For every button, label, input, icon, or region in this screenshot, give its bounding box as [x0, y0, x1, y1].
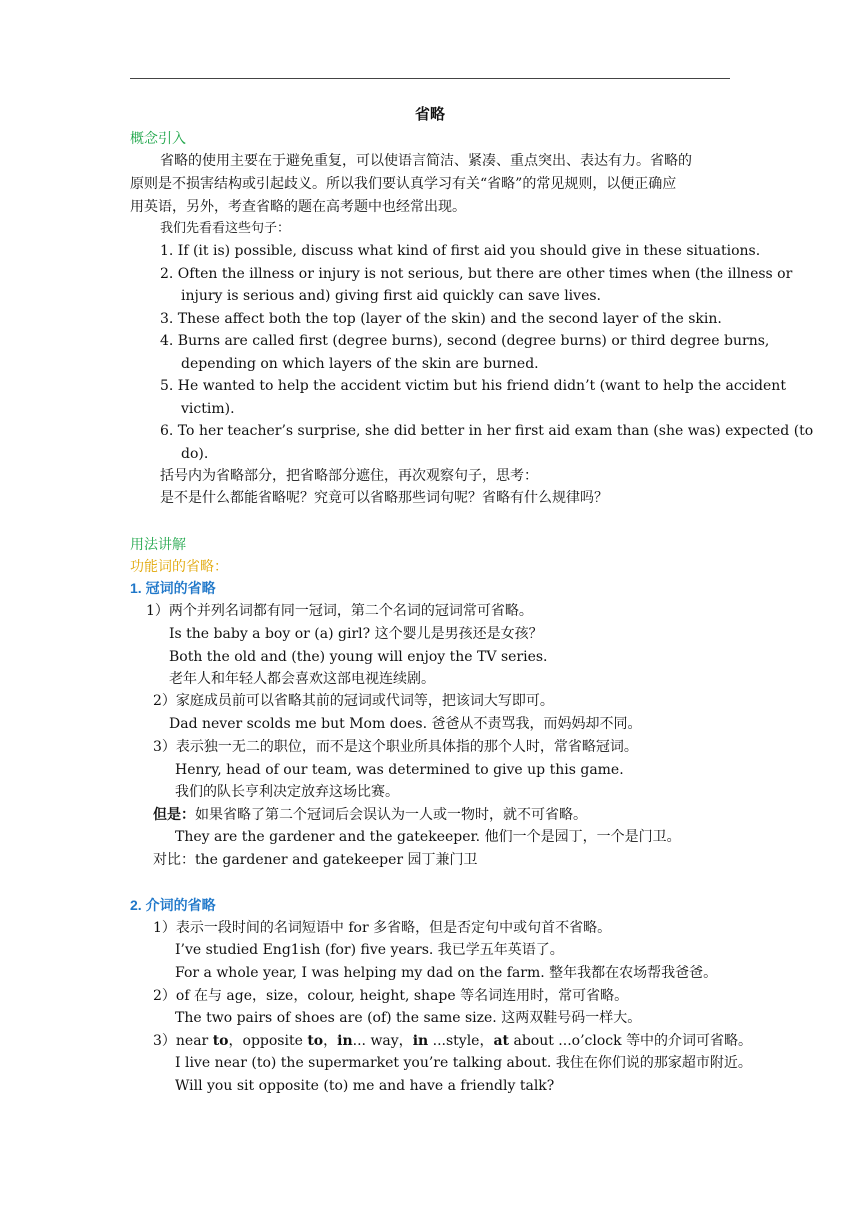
- rule-3-part: ，opposite: [228, 1033, 308, 1049]
- rule-3-part: 3）near: [153, 1033, 213, 1049]
- article-exception: [153, 805, 587, 825]
- example-line-6: depending on which layers of the skin are burned.: [181, 356, 539, 372]
- preposition-rule-1-example-1: I’ve studied Eng1ish (for) five years. 我已学五年英语了。: [175, 942, 564, 958]
- example-line-10: do).: [181, 446, 209, 462]
- rule-3-part: ... way，: [352, 1033, 413, 1049]
- article-contrast: 对比：the gardener and gatekeeper 园丁兼门卫: [153, 852, 478, 868]
- section-heading-usage: 用法讲解: [130, 536, 186, 552]
- reflect-line-2: 是不是什么都能省略呢？究竟可以省略那些词句呢？省略有什么规律吗？: [160, 490, 608, 506]
- rule-3-bold-part: in: [412, 1033, 429, 1049]
- preposition-rule-1: 1）表示一段时间的名词短语中 for 多省略，但是否定句中或句首不省略。: [153, 920, 612, 936]
- example-line-5: 4. Burns are called first (degree burns), second (degree burns) or third degree burns,: [160, 333, 770, 349]
- article-rule-1-example-3: 老年人和年轻人都会喜欢这部电视连续剧。: [169, 671, 435, 687]
- subheading-function-words: 功能词的省略：: [130, 558, 228, 574]
- example-line-3: injury is serious and) giving first aid quickly can save lives.: [181, 288, 601, 304]
- preposition-rule-3-example-2: Will you sit opposite (to) me and have a friendly talk?: [175, 1078, 555, 1094]
- rule-3-bold-part: to: [212, 1033, 229, 1049]
- example-line-9: 6. To her teacher’s surprise, she did better in her first aid exam than (she was) expected (to: [160, 423, 814, 439]
- intro-line-2: 原则是不损害结构或引起歧义。所以我们要认真学习有关“省略”的常见规则，以便正确应: [130, 176, 677, 192]
- section-heading-concept: 概念引入: [130, 130, 186, 146]
- article-rule-2-example: Dad never scolds me but Mom does. 爸爸从不责骂我，而妈妈却不同。: [169, 716, 642, 732]
- rule-3-part: ...style，: [428, 1033, 494, 1049]
- preposition-rule-1-example-2: For a whole year, I was helping my dad on the farm. 整年我都在农场帮我爸爸。: [175, 965, 718, 981]
- preposition-rule-2: 2）of 在与 age，size，colour, height, shape 等名词连用时，常可省略。: [153, 988, 629, 1004]
- exception-text: 如果省略了第二个冠词后会误认为一人或一物时，就不可省略。: [195, 807, 587, 823]
- example-line-2: 2. Often the illness or injury is not serious, but there are other times when (the illness or: [160, 266, 793, 282]
- rule-3-bold-part: to: [307, 1033, 324, 1049]
- heading-article-omission: 1. 冠词的省略: [130, 580, 216, 596]
- article-rule-2: 2）家庭成员前可以省略其前的冠词或代词等，把该词大写即可。: [153, 693, 554, 709]
- article-rule-3-example-1: Henry, head of our team, was determined to give up this game.: [175, 762, 624, 778]
- rule-3-part: about ...o’clock 等中的介词可省略。: [509, 1033, 753, 1049]
- example-line-8: victim).: [181, 401, 235, 417]
- reflect-line-1: 括号内为省略部分，把省略部分遮住，再次观察句子，思考：: [160, 468, 538, 484]
- header-rule: [130, 78, 730, 79]
- example-line-1: 1. If (it is) possible, discuss what kind of first aid you should give in these situations.: [160, 243, 761, 259]
- rule-3-part: ，: [323, 1033, 338, 1049]
- article-rule-3: 3）表示独一无二的职位，而不是这个职业所具体指的那个人时，常省略冠词。: [153, 739, 638, 755]
- article-rule-1-example-2: Both the old and (the) young will enjoy the TV series.: [169, 649, 548, 665]
- rule-3-bold-part: at: [493, 1033, 510, 1049]
- intro-line-1: 省略的使用主要在于避免重复，可以使语言简洁、紧凑、重点突出、表达有力。省略的: [160, 153, 692, 169]
- rule-3-bold-part: in: [337, 1033, 353, 1049]
- example-line-4: 3. These affect both the top (layer of the skin) and the second layer of the skin.: [160, 311, 722, 327]
- article-rule-1-example-1: Is the baby a boy or (a) girl? 这个婴儿是男孩还是女孩？: [169, 626, 543, 642]
- article-rule-3-example-2: 我们的队长亨利决定放弃这场比赛。: [175, 784, 399, 800]
- preposition-rule-3-example-1: I live near (to) the supermarket you’re talking about. 我住在你们说的那家超市附近。: [175, 1055, 752, 1071]
- heading-preposition-omission: 2. 介词的省略: [130, 897, 216, 913]
- preposition-rule-2-example: The two pairs of shoes are (of) the same size. 这两双鞋号码一样大。: [175, 1010, 642, 1026]
- examples-prompt: 我们先看看这些句子：: [160, 221, 291, 236]
- article-exception-example: They are the gardener and the gatekeeper. 他们一个是园丁，一个是门卫。: [175, 829, 681, 845]
- exception-label: 但是：: [153, 807, 195, 823]
- article-rule-1: 1）两个并列名词都有同一冠词，第二个名词的冠词常可省略。: [146, 603, 533, 619]
- preposition-rule-3: [153, 1031, 752, 1051]
- page-title: 省略: [414, 105, 445, 123]
- intro-line-3: 用英语，另外，考查省略的题在高考题中也经常出现。: [130, 199, 466, 215]
- example-line-7: 5. He wanted to help the accident victim but his friend didn’t (want to help the accident: [160, 378, 786, 394]
